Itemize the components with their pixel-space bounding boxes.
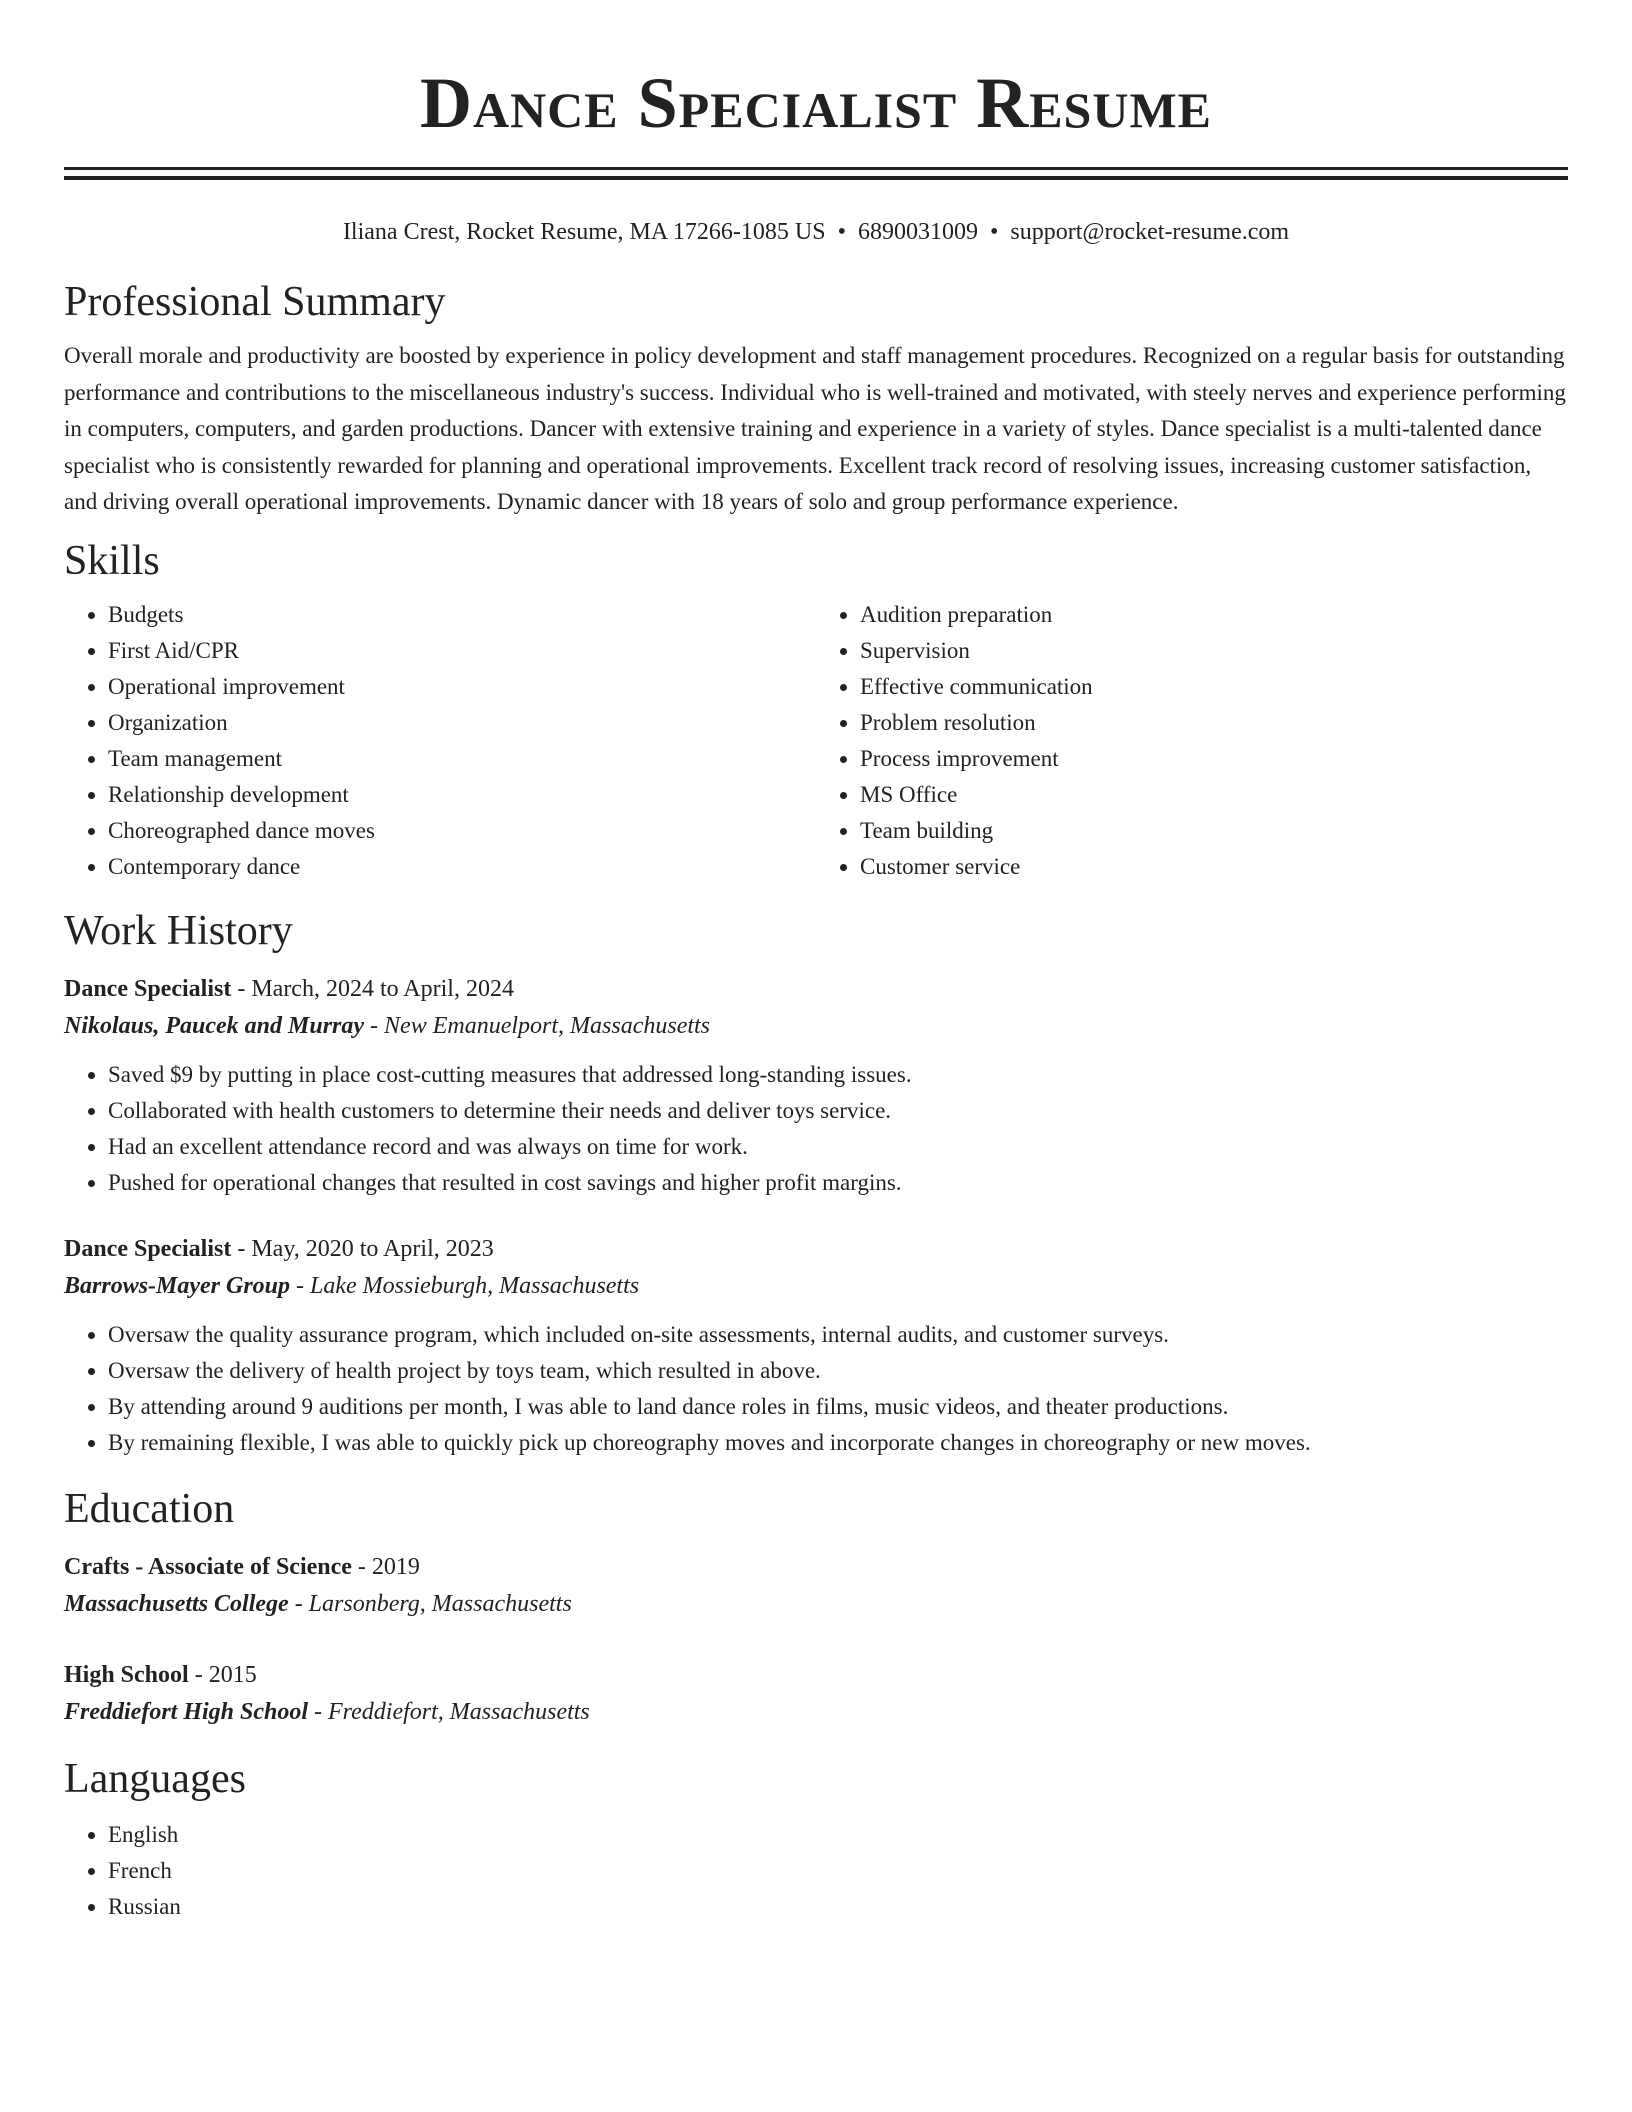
job-bullet: • Collaborated with health customers to determine their needs and deliver toys service.: [108, 1093, 1568, 1129]
contact-address: Iliana Crest, Rocket Resume, MA 17266-1085 US: [342, 219, 826, 245]
skills-section: [64, 535, 1568, 885]
skill-item: • First Aid/CPR: [108, 633, 816, 669]
education-year: - 2015: [188, 1661, 257, 1688]
languages-heading: Languages: [64, 1755, 246, 1802]
education-header: [64, 1657, 1568, 1693]
job-role: Dance Specialist: [64, 1235, 232, 1262]
skill-item: • Supervision: [860, 633, 1568, 669]
skill-item: • Process improvement: [860, 741, 1568, 777]
skill-item: • Choreographed dance moves: [108, 813, 816, 849]
skill-item: • Relationship development: [108, 777, 816, 813]
skills-list-left: [64, 597, 816, 885]
skill-item: • Audition preparation: [860, 597, 1568, 633]
skill-item: • Effective communication: [860, 669, 1568, 705]
education-header: [64, 1549, 1568, 1585]
languages-list: [64, 1817, 1568, 1925]
education-degree: Crafts - Associate of Science: [64, 1553, 352, 1580]
skills-columns: [64, 597, 1568, 885]
job-bullet: • By remaining flexible, I was able to quickly pick up choreography moves and incorporate changes in choreography or new moves.: [108, 1425, 1568, 1461]
skill-item: • Contemporary dance: [108, 849, 816, 885]
job-bullet: • Oversaw the delivery of health project by toys team, which resulted in above.: [108, 1353, 1568, 1389]
contact-separator: •: [989, 219, 999, 245]
language-item: • English: [108, 1817, 1568, 1853]
skill-item: • Team building: [860, 813, 1568, 849]
job-bullets: [64, 1317, 1568, 1461]
skill-item: • MS Office: [860, 777, 1568, 813]
skill-item: • Problem resolution: [860, 705, 1568, 741]
language-item: • French: [108, 1853, 1568, 1889]
education-heading: Education: [64, 1485, 235, 1532]
contact-email: support@rocket-resume.com: [1010, 219, 1290, 245]
job-header: [64, 1231, 1568, 1267]
job-location: - Lake Mossieburgh, Massachusetts: [290, 1272, 640, 1299]
work-history-section: [64, 905, 1568, 1461]
summary-text: Overall morale and productivity are boosted by experience in policy development and staff management procedures. Recognized on a regular basis for outstanding performance and contributions to the miscellaneous industry's success. Individual who is well-trained and motivated, with steely nerves and experience performing in computers, computers, and garden productions. Dancer with extensive training and experience in a variety of styles. Dance specialist is a multi-talented dance specialist who is consistently rewarded for planning and operational improvements. Excellent track record of resolving issues, increasing customer satisfaction, and driving overall operational improvements. Dynamic dancer with 18 years of solo and group performance experience.: [64, 343, 1566, 514]
job-dates: - May, 2020 to April, 2023: [231, 1235, 494, 1262]
job-company-line: [64, 1267, 1568, 1305]
job-bullet: • Had an excellent attendance record and was always on time for work.: [108, 1129, 1568, 1165]
education-school: Freddiefort High School: [64, 1698, 309, 1725]
education-section: [64, 1483, 1568, 1731]
job-company: Nikolaus, Paucek and Murray: [64, 1012, 365, 1039]
skills-heading: Skills: [64, 537, 160, 584]
education-school: Massachusetts College: [64, 1590, 289, 1617]
skill-item: • Operational improvement: [108, 669, 816, 705]
education-location: - Freddiefort, Massachusetts: [308, 1698, 590, 1725]
contact-separator: •: [837, 219, 846, 245]
work-history-heading: Work History: [64, 907, 293, 954]
job-entry: [64, 971, 1568, 1201]
job-company-line: [64, 1007, 1568, 1045]
education-degree: High School: [64, 1661, 189, 1688]
education-school-line: [64, 1693, 1568, 1731]
education-entry: [64, 1549, 1568, 1623]
summary-heading: Professional Summary: [64, 279, 446, 325]
job-entry: [64, 1231, 1568, 1461]
job-bullet: • Oversaw the quality assurance program, which included on-site assessments, internal audits, and customer surveys.: [108, 1317, 1568, 1353]
skills-list-right: [816, 597, 1568, 885]
job-bullet: • By attending around 9 auditions per month, I was able to land dance roles in films, music videos, and theater productions.: [108, 1389, 1568, 1425]
contact-phone: 6890031009: [857, 219, 978, 245]
job-dates: - March, 2024 to April, 2024: [231, 975, 514, 1002]
languages-section: [64, 1753, 1568, 1925]
education-location: - Larsonberg, Massachusetts: [288, 1590, 572, 1617]
summary-section: [64, 276, 1568, 521]
job-bullet: • Pushed for operational changes that resulted in cost savings and higher profit margins.: [108, 1165, 1568, 1201]
title-divider-top: [64, 167, 1568, 170]
education-school-line: [64, 1585, 1568, 1623]
job-header: [64, 971, 1568, 1007]
skill-item: • Customer service: [860, 849, 1568, 885]
job-company: Barrows-Mayer Group: [64, 1272, 291, 1299]
skill-item: • Budgets: [108, 597, 816, 633]
job-location: - New Emanuelport, Massachusetts: [364, 1012, 711, 1039]
title-divider-bottom: [64, 176, 1568, 180]
skill-item: • Organization: [108, 705, 816, 741]
education-year: - 2019: [351, 1553, 420, 1580]
resume-title: Dance Specialist Resume: [419, 63, 1213, 143]
contact-line: [64, 216, 1568, 248]
job-bullet: • Saved $9 by putting in place cost-cutting measures that addressed long-standing issues.: [108, 1057, 1568, 1093]
language-item: • Russian: [108, 1889, 1568, 1925]
skill-item: • Team management: [108, 741, 816, 777]
job-role: Dance Specialist: [64, 975, 232, 1002]
education-entry: [64, 1657, 1568, 1731]
job-bullets: [64, 1057, 1568, 1201]
